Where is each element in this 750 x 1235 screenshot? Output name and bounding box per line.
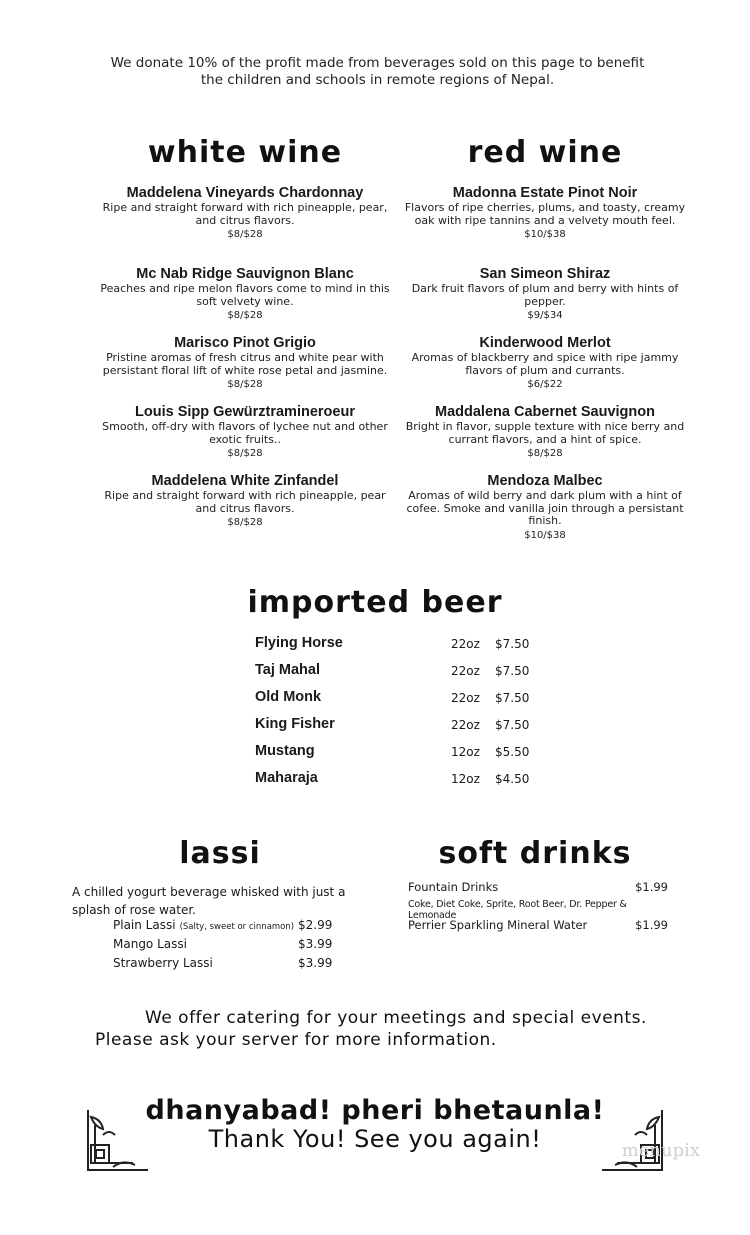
wine-name: Louis Sipp Gewürztramineroeur bbox=[135, 404, 355, 420]
beer-price: $7.50 bbox=[495, 691, 530, 705]
wine-price: $6/$22 bbox=[527, 379, 563, 390]
wine-item bbox=[100, 472, 390, 531]
beer-list bbox=[255, 632, 555, 794]
beer-row bbox=[255, 713, 555, 740]
wine-item bbox=[400, 265, 690, 334]
wine-desc: Ripe and straight forward with rich pineapple, pear, and citrus flavors. bbox=[102, 201, 388, 227]
beer-row bbox=[255, 659, 555, 686]
lassi-name: Strawberry Lassi bbox=[113, 956, 213, 970]
wine-name: Kinderwood Merlot bbox=[479, 335, 611, 351]
white-wine-title: white wine bbox=[147, 135, 343, 170]
wine-name: San Simeon Shiraz bbox=[479, 266, 611, 282]
lassi-note: (Salty, sweet or cinnamon) bbox=[179, 922, 295, 932]
beer-row bbox=[255, 632, 555, 659]
wine-price: $8/$28 bbox=[527, 448, 563, 459]
lassi-intro: A chilled yogurt beverage whisked with just a splash of rose water. bbox=[72, 885, 346, 917]
soft-drink-note: Coke, Diet Coke, Sprite, Root Beer, Dr. Pepper & Lemonade bbox=[408, 899, 627, 921]
wine-desc: Ripe and straight forward with rich pineapple, pear and citrus flavors. bbox=[104, 489, 386, 515]
wine-price: $8/$28 bbox=[227, 517, 263, 528]
beer-price: $7.50 bbox=[495, 664, 530, 678]
wine-price: $10/$38 bbox=[524, 529, 566, 541]
beer-row bbox=[255, 740, 555, 767]
soft-drink-row bbox=[408, 918, 668, 937]
wine-name: Mc Nab Ridge Sauvignon Blanc bbox=[136, 266, 354, 282]
white-wine-list bbox=[100, 184, 390, 531]
beer-size: 22oz bbox=[451, 637, 480, 651]
wine-price: $8/$28 bbox=[227, 310, 263, 321]
catering-line-1: We offer catering for your meetings and special events. bbox=[145, 1008, 647, 1028]
catering-line-2: Please ask your server for more information. bbox=[95, 1030, 497, 1050]
wine-desc: Pristine aromas of fresh citrus and white pear with persistant floral lift of white rose petal and jasmine. bbox=[102, 351, 388, 377]
beer-row bbox=[255, 686, 555, 713]
soft-drinks-title: soft drinks bbox=[438, 836, 632, 871]
wine-name: Maddelena Vineyards Chardonnay bbox=[126, 185, 364, 201]
lassi-list bbox=[113, 918, 343, 975]
soft-drink-price: $1.99 bbox=[635, 880, 668, 894]
wine-item bbox=[100, 403, 390, 472]
wine-price: $8/$28 bbox=[227, 448, 263, 459]
wine-item bbox=[100, 184, 390, 265]
wine-desc: Aromas of wild berry and dark plum with a hint of cofee. Smoke and vanilla join through a persistant finish. bbox=[406, 489, 684, 527]
beer-size: 12oz bbox=[451, 745, 480, 759]
wine-item bbox=[400, 184, 690, 265]
beer-price: $7.50 bbox=[495, 637, 530, 651]
soft-drink-name: Fountain Drinks bbox=[408, 880, 499, 894]
lassi-row bbox=[113, 956, 343, 975]
wine-desc: Smooth, off-dry with flavors of lychee nut and other exotic fruits.. bbox=[102, 420, 388, 446]
wine-item bbox=[400, 403, 690, 472]
beer-size: 12oz bbox=[451, 772, 480, 786]
wine-item bbox=[100, 265, 390, 334]
soft-drinks-list bbox=[408, 880, 668, 937]
lassi-price: $3.99 bbox=[298, 937, 333, 951]
beer-row bbox=[255, 767, 555, 794]
beer-name: Maharaja bbox=[255, 770, 318, 786]
thanks-nepali: dhanyabad! pheri bhetaunla! bbox=[145, 1095, 605, 1126]
red-wine-list bbox=[400, 184, 690, 544]
beer-size: 22oz bbox=[451, 691, 480, 705]
donation-note: We donate 10% of the profit made from beverages sold on this page to benefit the children and schools in remote regions of Nepal. bbox=[110, 55, 645, 88]
wine-name: Mendoza Malbec bbox=[487, 473, 603, 489]
beer-price: $4.50 bbox=[495, 772, 530, 786]
wine-name: Maddelena White Zinfandel bbox=[151, 473, 339, 489]
lassi-name bbox=[113, 918, 294, 932]
lassi-title: lassi bbox=[179, 836, 261, 871]
lassi-price: $2.99 bbox=[298, 918, 333, 932]
soft-drink-name: Perrier Sparkling Mineral Water bbox=[408, 918, 588, 932]
beer-name: King Fisher bbox=[255, 716, 335, 732]
wine-price: $8/$28 bbox=[227, 229, 263, 240]
beer-size: 22oz bbox=[451, 718, 480, 732]
lassi-price: $3.99 bbox=[298, 956, 333, 970]
beer-size: 22oz bbox=[451, 664, 480, 678]
lassi-name-text: Plain Lassi bbox=[113, 918, 176, 932]
beer-price: $7.50 bbox=[495, 718, 530, 732]
wine-name: Maddalena Cabernet Sauvignon bbox=[435, 404, 655, 420]
wine-price: $10/$38 bbox=[524, 229, 566, 240]
soft-drink-price: $1.99 bbox=[635, 918, 668, 932]
wine-item bbox=[400, 334, 690, 403]
beer-name: Mustang bbox=[255, 743, 315, 759]
beer-price: $5.50 bbox=[495, 745, 530, 759]
soft-drink-row bbox=[408, 880, 668, 899]
beer-title: imported beer bbox=[247, 585, 503, 620]
lassi-name: Mango Lassi bbox=[113, 937, 187, 951]
wine-item bbox=[400, 472, 690, 544]
lassi-row bbox=[113, 918, 343, 937]
thanks-english: Thank You! See you again! bbox=[208, 1125, 542, 1153]
wine-desc: Peaches and ripe melon flavors come to mind in this soft velvety wine. bbox=[100, 282, 390, 308]
beer-name: Old Monk bbox=[255, 689, 322, 705]
wine-price: $8/$28 bbox=[227, 379, 263, 390]
wine-name: Marisco Pinot Grigio bbox=[174, 335, 316, 351]
wine-desc: Bright in flavor, supple texture with nice berry and currant flavors, and a hint of spice. bbox=[405, 420, 685, 446]
wine-price: $9/$34 bbox=[527, 310, 563, 321]
red-wine-title: red wine bbox=[467, 135, 623, 170]
beer-name: Taj Mahal bbox=[255, 662, 320, 678]
wine-desc: Flavors of ripe cherries, plums, and toasty, creamy oak with ripe tannins and a velvety mouth feel. bbox=[404, 201, 686, 227]
wine-item bbox=[100, 334, 390, 403]
catering-note bbox=[95, 1007, 675, 1051]
lassi-row bbox=[113, 937, 343, 956]
wine-name: Madonna Estate Pinot Noir bbox=[452, 185, 638, 201]
wine-desc: Aromas of blackberry and spice with ripe jammy flavors of plum and currants. bbox=[411, 351, 679, 377]
watermark: menupix bbox=[621, 1140, 700, 1161]
beer-name: Flying Horse bbox=[255, 635, 343, 651]
wine-desc: Dark fruit flavors of plum and berry with hints of pepper. bbox=[411, 282, 679, 308]
